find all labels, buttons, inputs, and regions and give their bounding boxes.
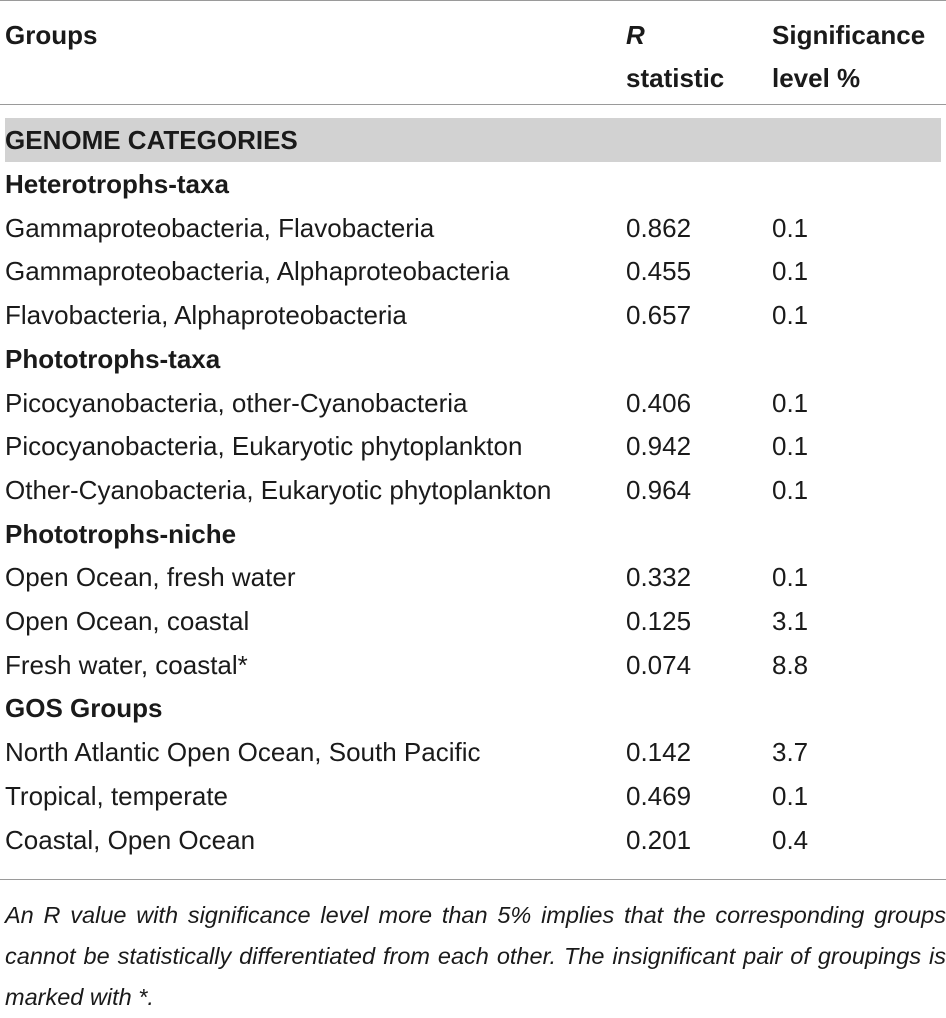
row-significance-cell: 0.1 xyxy=(772,387,809,418)
section-title: Phototrophs-niche xyxy=(5,518,237,549)
row-r-statistic-cell: 0.455 xyxy=(626,256,692,287)
header-r-letter: R xyxy=(626,20,645,50)
header-groups: Groups xyxy=(5,20,98,50)
row-groups-cell: Picocyanobacteria, Eukaryotic phytoplankton xyxy=(5,431,523,462)
row-r-statistic-cell: 0.201 xyxy=(626,824,692,855)
row-r-statistic-cell: 0.862 xyxy=(626,212,692,243)
row-groups-cell: Flavobacteria, Alphaproteobacteria xyxy=(5,300,407,331)
row-significance-cell: 0.1 xyxy=(772,562,809,593)
table-row xyxy=(0,294,946,338)
row-r-statistic-cell: 0.074 xyxy=(626,649,692,680)
section-title: GOS Groups xyxy=(5,693,163,724)
table-row xyxy=(0,425,946,469)
table-row xyxy=(0,644,946,688)
table-row xyxy=(0,207,946,251)
row-r-statistic-cell: 0.332 xyxy=(626,562,692,593)
table-row xyxy=(0,250,946,294)
row-groups-cell: Fresh water, coastal* xyxy=(5,649,248,680)
row-r-statistic-cell: 0.942 xyxy=(626,431,692,462)
row-groups-cell: Open Ocean, fresh water xyxy=(5,562,296,593)
row-significance-cell: 0.1 xyxy=(772,780,809,811)
table-row xyxy=(0,775,946,819)
row-r-statistic-cell: 0.469 xyxy=(626,780,692,811)
row-groups-cell: Tropical, temperate xyxy=(5,780,229,811)
section-header xyxy=(0,513,946,557)
header-sig-line2: level % xyxy=(772,63,861,93)
category-banner xyxy=(5,118,941,162)
table-row xyxy=(0,819,946,863)
table-row xyxy=(0,382,946,426)
row-r-statistic-cell: 0.125 xyxy=(626,606,692,636)
table-footnote: An R value with significance level more than 5% implies that the corresponding groups cannot be statistically differentiated from each other. The insignificant pair of groupings is marked with *. xyxy=(5,902,946,1010)
row-significance-cell: 0.1 xyxy=(772,256,809,287)
row-groups-cell: Gammaproteobacteria, Alphaproteobacteria xyxy=(5,256,510,287)
row-groups-cell: Gammaproteobacteria, Flavobacteria xyxy=(5,212,435,243)
header-significance xyxy=(772,14,925,100)
section-title: Phototrophs-taxa xyxy=(5,343,221,374)
section-header xyxy=(0,687,946,731)
table-row xyxy=(0,600,946,644)
row-r-statistic-cell: 0.406 xyxy=(626,387,692,418)
row-groups-cell: North Atlantic Open Ocean, South Pacific xyxy=(5,737,481,768)
section-header xyxy=(0,338,946,382)
row-significance-cell: 3.1 xyxy=(772,606,809,636)
table-row xyxy=(0,556,946,600)
header-sig-line1: Significance xyxy=(772,20,926,50)
row-groups-cell: Coastal, Open Ocean xyxy=(5,824,256,855)
table-row xyxy=(0,469,946,513)
row-r-statistic-cell: 0.142 xyxy=(626,737,692,768)
row-significance-cell: 0.1 xyxy=(772,474,809,505)
row-significance-cell: 0.1 xyxy=(772,431,809,462)
row-groups-cell: Other-Cyanobacteria, Eukaryotic phytoplankton xyxy=(5,474,552,505)
row-significance-cell: 0.1 xyxy=(772,300,809,331)
row-significance-cell: 3.7 xyxy=(772,737,809,768)
row-significance-cell: 8.8 xyxy=(772,649,809,680)
table-row xyxy=(0,731,946,775)
row-significance-cell: 0.1 xyxy=(772,212,809,243)
section-title: Heterotrophs-taxa xyxy=(5,169,229,199)
row-groups-cell: Open Ocean, coastal xyxy=(5,606,250,636)
header-r-statistic xyxy=(626,14,724,100)
header-rule xyxy=(0,104,946,105)
bottom-rule xyxy=(0,879,946,880)
category-label: GENOME CATEGORIES xyxy=(5,125,298,155)
row-significance-cell: 0.4 xyxy=(772,824,809,855)
table-header xyxy=(0,0,946,104)
header-r-rest: statistic xyxy=(626,63,725,93)
row-r-statistic-cell: 0.657 xyxy=(626,300,692,331)
section-header xyxy=(0,163,946,207)
row-groups-cell: Picocyanobacteria, other-Cyanobacteria xyxy=(5,387,468,418)
row-r-statistic-cell: 0.964 xyxy=(626,474,692,505)
